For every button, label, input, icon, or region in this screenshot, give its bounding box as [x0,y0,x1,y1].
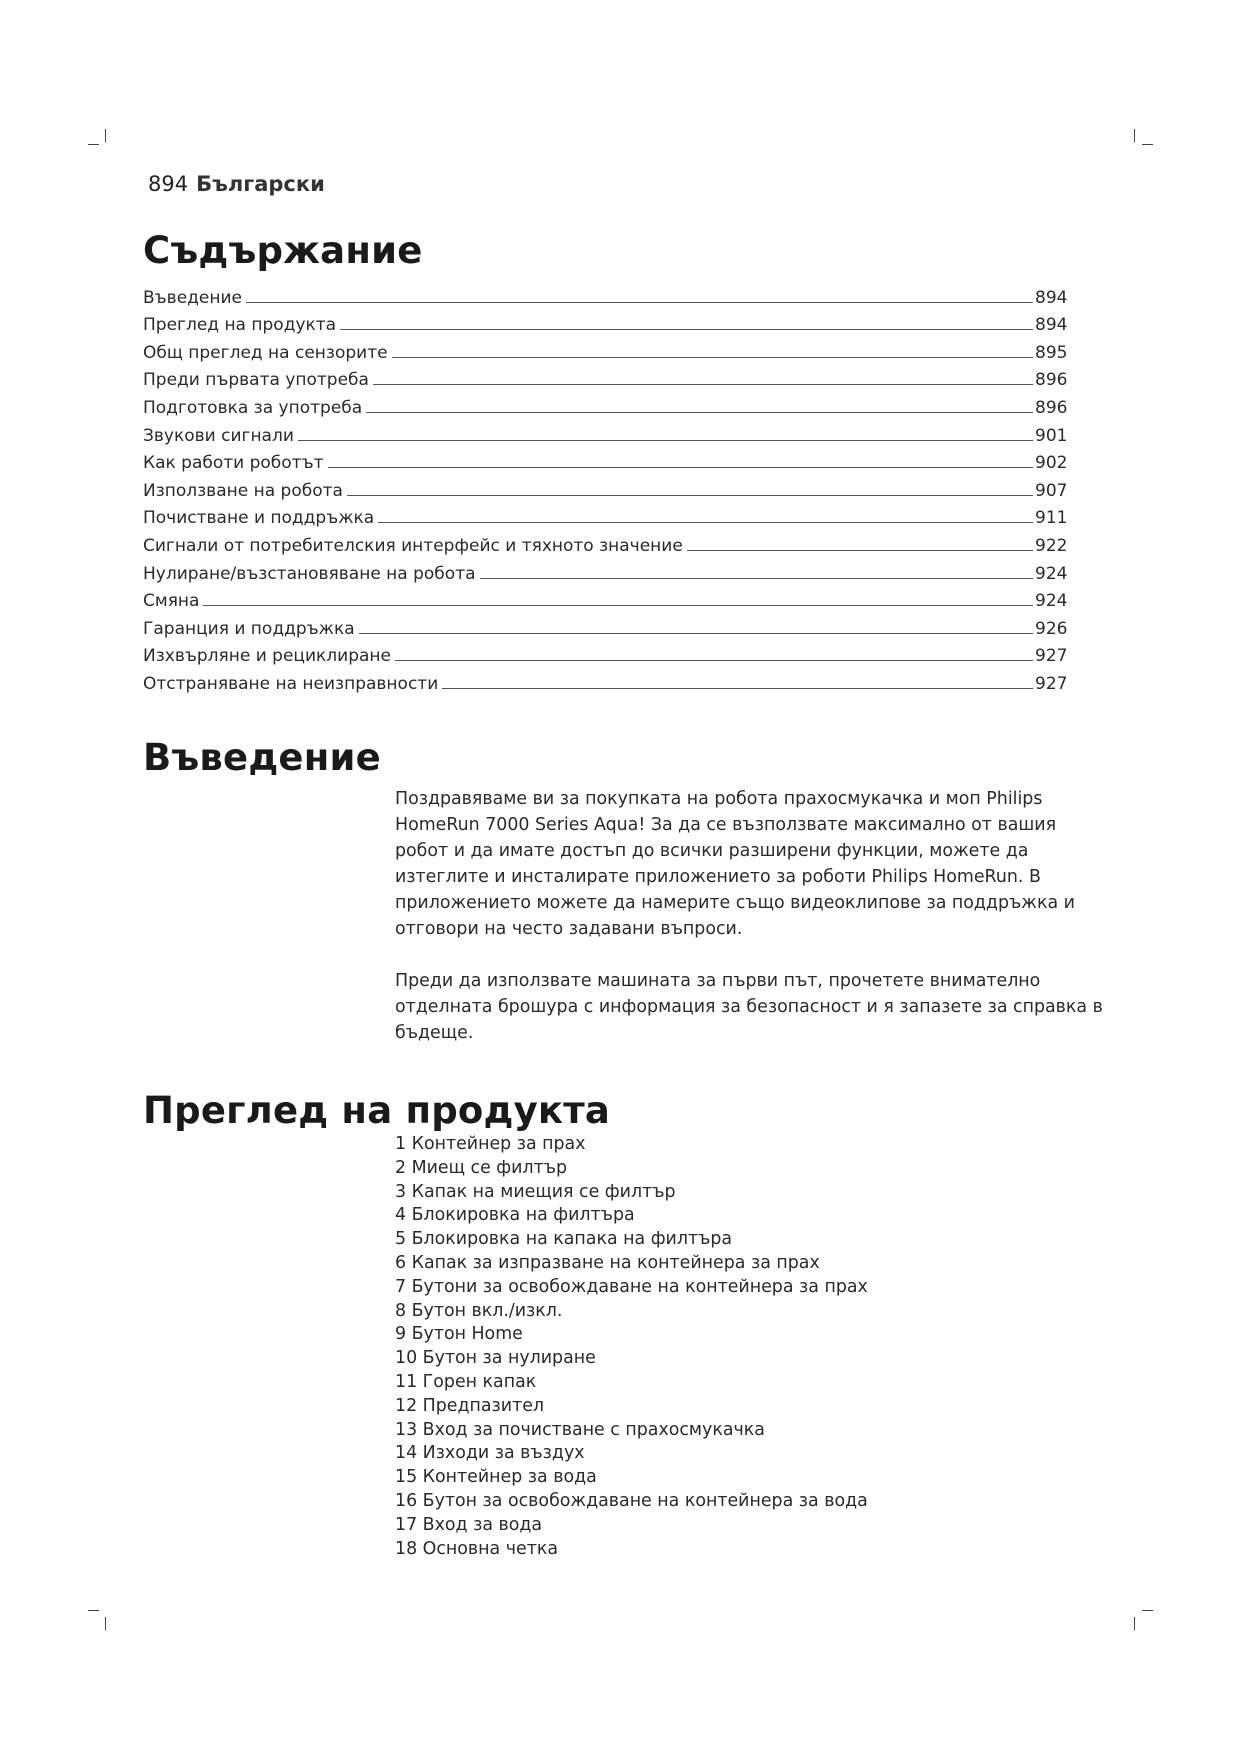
toc-entry-title: Подготовка за употреба [143,397,363,418]
toc-title: Съдържание [143,229,423,272]
toc-entry-title: Смяна [143,591,200,612]
toc-leader [366,412,1033,413]
toc-entry-page: 924 [1035,563,1068,584]
toc-entry-page: 894 [1035,287,1068,308]
crop-mark [105,129,106,142]
crop-mark [105,1617,106,1630]
toc-entry-page: 901 [1035,425,1068,446]
part-item: 13 Вход за почистване с прахосмукачка [395,1419,765,1440]
introduction-body [395,786,1105,1072]
toc-leader [328,467,1033,468]
part-item: 17 Вход за вода [395,1514,543,1535]
crop-mark [1142,144,1153,145]
toc-entry-title: Отстраняване на неизправности [143,673,439,694]
toc-entry[interactable] [143,363,1073,391]
toc-leader [246,302,1033,303]
crop-mark [88,1610,99,1611]
toc-leader [340,329,1033,330]
toc-entry[interactable] [143,390,1073,418]
toc-entry-title: Преглед на продукта [143,315,337,336]
toc-entry-page: 895 [1035,342,1068,363]
intro-paragraph: Поздравяваме ви за покупката на робота прахосмукачка и моп Philips HomeRun 7000 Series Aqua! За да се възползвате максимално от вашия робот и да имате достъп до всички разширени функции, можете да изтеглите и инсталирате приложението за роботи Philips HomeRun. В приложението можете да намерите също видеоклипове за поддръжка и отговори на често задавани въпроси. [395,789,1075,939]
parts-list [395,1133,1095,1561]
toc-entry-title: Изхвърляне и рециклиране [143,646,391,667]
toc-leader [395,660,1033,661]
toc-entry[interactable] [143,501,1073,529]
part-item: 8 Бутон вкл./изкл. [395,1300,563,1321]
crop-mark [1134,1617,1135,1630]
toc-leader [347,495,1033,496]
toc-leader [373,384,1033,385]
toc-entry[interactable] [143,528,1073,556]
toc-leader [378,522,1033,523]
toc-entry-page: 926 [1035,618,1068,639]
toc-entry-title: Въведение [143,287,242,308]
toc-entry-title: Как работи роботът [143,453,324,474]
toc-entry-page: 922 [1035,535,1068,556]
toc-entry-page: 902 [1035,453,1068,474]
toc-entry-page: 907 [1035,480,1068,501]
toc-entry[interactable] [143,335,1073,363]
intro-paragraph: Преди да използвате машината за първи път, прочетете внимателно отделната брошура с информация за безопасност и я запазете за справка в бъдеще. [395,971,1103,1043]
toc-entry-title: Преди първата употреба [143,370,369,391]
toc-leader [392,357,1033,358]
toc-entry-title: Нулиране/възстановяване на робота [143,563,476,584]
toc-leader [442,688,1033,689]
part-item: 16 Бутон за освобождаване на контейнера за вода [395,1490,868,1511]
toc-entry[interactable] [143,418,1073,446]
part-item: 11 Горен капак [395,1371,537,1392]
toc-leader [298,440,1033,441]
part-item: 4 Блокировка на филтъра [395,1205,635,1226]
part-item: 1 Контейнер за прах [395,1134,586,1154]
toc-entry-title: Почистване и поддръжка [143,508,375,529]
part-item: 14 Изходи за въздух [395,1443,585,1464]
crop-mark [1142,1610,1153,1611]
introduction-title: Въведение [143,736,381,779]
toc-entry-title: Използване на робота [143,480,343,501]
toc-entry[interactable] [143,556,1073,584]
toc-entry-page: 927 [1035,673,1068,694]
toc-entry[interactable] [143,308,1073,336]
running-header [148,172,325,196]
toc-entry[interactable] [143,473,1073,501]
product-overview-title: Преглед на продукта [143,1089,611,1132]
toc-entry[interactable] [143,584,1073,612]
toc-entry-page: 896 [1035,397,1068,418]
toc-leader [359,633,1033,634]
toc-entry-page: 896 [1035,370,1068,391]
toc-entry-page: 894 [1035,315,1068,336]
toc-entry-title: Звукови сигнали [143,425,294,446]
part-item: 2 Миещ се филтър [395,1157,568,1178]
toc-leader [203,605,1033,606]
page-number: 894 [148,172,189,196]
part-item: 3 Капак на миещия се филтър [395,1181,676,1202]
toc-entry-title: Гаранция и поддръжка [143,618,355,639]
toc-entry-page: 911 [1035,508,1068,529]
toc-entry-page: 927 [1035,646,1068,667]
toc-entry-title: Сигнали от потребителския интерфейс и тяхното значение [143,535,683,556]
part-item: 18 Основна четка [395,1538,558,1559]
crop-mark [88,144,99,145]
toc-entry[interactable] [143,639,1073,667]
toc-entry[interactable] [143,446,1073,474]
part-item: 9 Бутон Home [395,1324,523,1345]
toc-entry-page: 924 [1035,591,1068,612]
language-label: Български [196,172,325,196]
toc-entry[interactable] [143,611,1073,639]
toc-entry[interactable] [143,666,1073,694]
toc-leader [687,550,1033,551]
part-item: 6 Капак за изпразване на контейнера за прах [395,1252,820,1273]
table-of-contents [143,280,1073,694]
part-item: 5 Блокировка на капака на филтъра [395,1229,733,1250]
part-item: 7 Бутони за освобождаване на контейнера за прах [395,1276,868,1297]
toc-entry[interactable] [143,280,1073,308]
toc-leader [480,578,1033,579]
part-item: 12 Предпазител [395,1395,545,1416]
crop-mark [1134,129,1135,142]
part-item: 15 Контейнер за вода [395,1467,597,1488]
toc-entry-title: Общ преглед на сензорите [143,342,388,363]
part-item: 10 Бутон за нулиране [395,1348,596,1369]
